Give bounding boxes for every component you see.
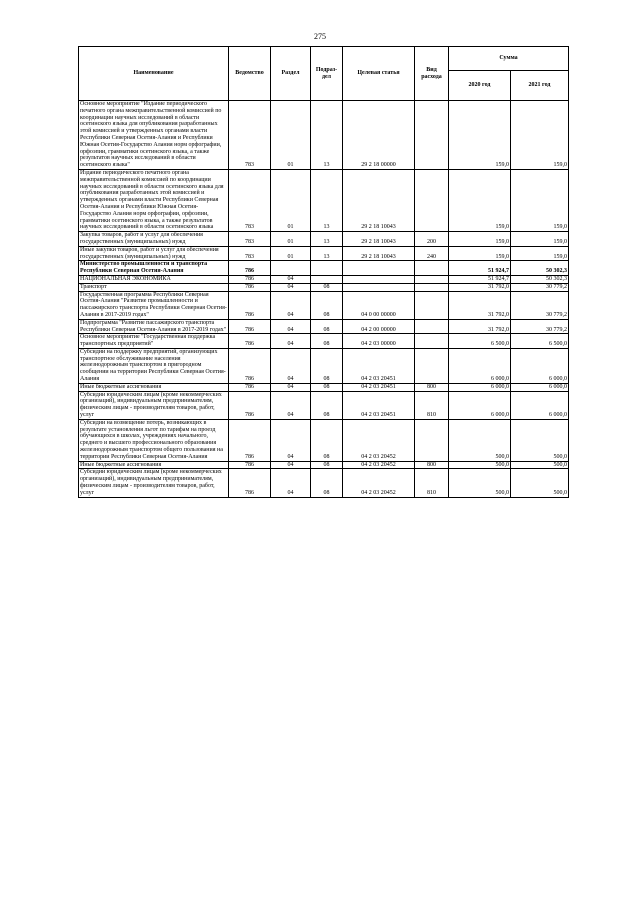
row-subsection: 08	[311, 334, 343, 349]
row-value-2021: 6 500,0	[511, 334, 569, 349]
row-value-2021: 50 302,3	[511, 275, 569, 283]
row-value-2021: 6 000,0	[511, 383, 569, 391]
row-subsection: 08	[311, 419, 343, 461]
row-section: 01	[271, 232, 311, 247]
row-subsection: 13	[311, 169, 343, 231]
row-name: Основное мероприятие "Издание периодического печатного органа межправительственной комиссией по координации научных исследований в области осетинского языка для опубликования разработанных этой комиссией и утвержденных органами власти Республики Северная Осетия-Алания и Республики Южная Осетия-Государство Алания норм орфографии, орфоэпии, грамматики осетинского языка, а также результатов научных исследований в области осетинского языка"	[79, 101, 229, 170]
row-exp-type: 810	[415, 391, 449, 419]
row-subsection: 13	[311, 101, 343, 170]
row-exp-type	[415, 419, 449, 461]
row-exp-type	[415, 334, 449, 349]
row-dept: 786	[229, 291, 271, 319]
row-name: Министерство промышленности и транспорта Республики Северная Осетия-Алания	[79, 261, 229, 276]
row-section: 01	[271, 101, 311, 170]
header-2021: 2021 год	[511, 71, 569, 101]
row-name: Закупка товаров, работ и услуг для обеспечения государственных (муниципальных) нужд	[79, 232, 229, 247]
row-value-2020: 6 500,0	[449, 334, 511, 349]
row-value-2020: 159,0	[449, 169, 511, 231]
row-target: 04 2 03 20451	[343, 391, 415, 419]
row-name: Иные бюджетные ассигнования	[79, 461, 229, 469]
row-name: Субсидии юридическим лицам (кроме некоммерческих организаций), индивидуальным предпринимателям, физическим лицам - производителям товаров, работ, услуг	[79, 391, 229, 419]
row-value-2020: 6 000,0	[449, 391, 511, 419]
row-exp-type: 240	[415, 246, 449, 261]
row-exp-type	[415, 319, 449, 334]
row-target	[343, 261, 415, 276]
table-row	[79, 169, 569, 231]
row-dept: 783	[229, 169, 271, 231]
row-dept: 786	[229, 261, 271, 276]
row-dept: 783	[229, 101, 271, 170]
row-subsection	[311, 275, 343, 283]
row-section: 04	[271, 275, 311, 283]
row-target: 04 2 03 00000	[343, 334, 415, 349]
row-section: 04	[271, 469, 311, 497]
row-dept: 786	[229, 469, 271, 497]
row-value-2021: 500,0	[511, 469, 569, 497]
row-value-2020: 159,0	[449, 246, 511, 261]
row-subsection: 08	[311, 469, 343, 497]
row-exp-type	[415, 275, 449, 283]
row-exp-type	[415, 291, 449, 319]
row-subsection: 08	[311, 391, 343, 419]
row-section: 04	[271, 283, 311, 291]
row-name: Иные бюджетные ассигнования	[79, 383, 229, 391]
table-row	[79, 383, 569, 391]
row-subsection: 08	[311, 383, 343, 391]
row-exp-type	[415, 169, 449, 231]
table-row	[79, 101, 569, 170]
row-name: Субсидии на возмещение потерь, возникающих в результате установления льгот по тарифам на проезд обучающихся в школах, учреждениях начального, среднего и высшего профессионального образования железнодорожным транспортом общего пользования на территории Республики Северная Осетия-Алания	[79, 419, 229, 461]
row-section: 04	[271, 419, 311, 461]
row-subsection: 13	[311, 246, 343, 261]
row-value-2021: 6 000,0	[511, 391, 569, 419]
row-section	[271, 261, 311, 276]
row-target: 04 2 00 00000	[343, 319, 415, 334]
row-target: 04 2 03 20452	[343, 469, 415, 497]
table-row	[79, 391, 569, 419]
row-value-2021: 159,0	[511, 246, 569, 261]
row-value-2021: 6 000,0	[511, 348, 569, 383]
table-row	[79, 319, 569, 334]
row-target: 04 2 03 20451	[343, 383, 415, 391]
row-exp-type	[415, 101, 449, 170]
row-section: 04	[271, 348, 311, 383]
row-dept: 786	[229, 319, 271, 334]
row-value-2021: 30 779,2	[511, 319, 569, 334]
row-value-2020: 159,0	[449, 232, 511, 247]
row-exp-type: 200	[415, 232, 449, 247]
row-subsection: 08	[311, 348, 343, 383]
row-exp-type	[415, 283, 449, 291]
row-name: Государственная программа Республики Северная Осетия-Алания "Развитие промышленности и пассажирского транспорта Республики Северная Осетия-Алания в 2017-2019 годах"	[80, 291, 227, 318]
header-subsection: Подраз-дел	[311, 47, 343, 101]
row-value-2021: 159,0	[511, 101, 569, 170]
row-value-2020: 51 924,7	[449, 261, 511, 276]
row-section: 04	[271, 291, 311, 319]
row-target: 04 2 03 20452	[343, 419, 415, 461]
row-value-2020: 500,0	[449, 469, 511, 497]
table-row	[79, 275, 569, 283]
row-target: 04 2 03 20452	[343, 461, 415, 469]
row-subsection: 08	[311, 461, 343, 469]
row-subsection: 13	[311, 232, 343, 247]
row-value-2020: 500,0	[449, 461, 511, 469]
row-exp-type	[415, 261, 449, 276]
row-value-2021: 500,0	[511, 419, 569, 461]
row-dept: 786	[229, 275, 271, 283]
table-body	[79, 101, 569, 498]
table-row	[79, 419, 569, 461]
header-name: Наименование	[79, 47, 229, 101]
row-value-2021: 500,0	[511, 461, 569, 469]
header-dept: Ведомство	[229, 47, 271, 101]
header-target: Целевая статья	[343, 47, 415, 101]
row-name: НАЦИОНАЛЬНАЯ ЭКОНОМИКА	[79, 275, 229, 283]
row-value-2020: 31 792,0	[449, 283, 511, 291]
row-target: 29 2 18 10043	[343, 232, 415, 247]
row-value-2020: 51 924,7	[449, 275, 511, 283]
row-dept: 786	[229, 391, 271, 419]
row-subsection: 08	[311, 283, 343, 291]
row-exp-type: 800	[415, 461, 449, 469]
row-dept: 786	[229, 419, 271, 461]
row-value-2020: 31 792,0	[449, 291, 511, 319]
row-exp-type: 800	[415, 383, 449, 391]
row-exp-type: 810	[415, 469, 449, 497]
row-name: Издание периодического печатного органа межправительственной комиссией по координации научных исследований в области осетинского языка для опубликования разработанных этой комиссией и утвержденных органами власти Республики Северная Осетия-Алания и Республики Южная Осетия-Государство Алания норм орфографии, орфоэпии, грамматики осетинского языка, а также результатов научных исследований в области осетинского языка	[79, 169, 229, 231]
table-row	[79, 334, 569, 349]
row-value-2020: 6 000,0	[449, 383, 511, 391]
row-dept: 786	[229, 461, 271, 469]
row-name: Основное мероприятие "Государственная поддержка транспортных предприятий"	[79, 334, 229, 349]
row-target	[343, 275, 415, 283]
row-name: Подпрограмма "Развитие пассажирского транспорта Республики Северная Осетия-Алания в 2017-2019 годах"	[79, 319, 229, 334]
row-target	[343, 283, 415, 291]
row-subsection	[311, 261, 343, 276]
row-target: 29 2 18 00000	[343, 101, 415, 170]
header-sum: Сумма	[449, 47, 569, 71]
header-section: Раздел	[271, 47, 311, 101]
row-subsection: 08	[311, 319, 343, 334]
table-row	[79, 461, 569, 469]
row-target: 04 2 03 20451	[343, 348, 415, 383]
row-target: 29 2 18 10043	[343, 246, 415, 261]
row-dept: 783	[229, 232, 271, 247]
row-section: 04	[271, 391, 311, 419]
row-value-2020: 159,0	[449, 101, 511, 170]
row-target: 04 0 00 00000	[343, 291, 415, 319]
table-row	[79, 283, 569, 291]
row-section: 01	[271, 169, 311, 231]
row-name: Субсидии юридическим лицам (кроме некоммерческих организаций), индивидуальным предпринимателям, физическим лицам - производителям товаров, работ, услуг	[79, 469, 229, 497]
row-value-2020: 31 792,0	[449, 319, 511, 334]
row-value-2021: 159,0	[511, 232, 569, 247]
row-section: 04	[271, 319, 311, 334]
table-row	[79, 348, 569, 383]
row-target: 29 2 18 10043	[343, 169, 415, 231]
page-number: 275	[314, 32, 326, 41]
table-row	[79, 246, 569, 261]
table-row	[79, 469, 569, 497]
row-exp-type	[415, 348, 449, 383]
table-row	[79, 232, 569, 247]
row-name: Транспорт	[79, 283, 229, 291]
row-section: 04	[271, 461, 311, 469]
row-dept: 786	[229, 334, 271, 349]
row-value-2021: 159,0	[511, 169, 569, 231]
budget-table	[78, 46, 569, 498]
row-value-2021: 30 779,2	[511, 291, 569, 319]
row-name: Субсидии на поддержку предприятий, организующих транспортное обслуживание населения железнодорожным транспортом в пригородном сообщении на территории Республики Северная Осетия-Алания	[79, 348, 229, 383]
row-value-2021: 30 779,2	[511, 283, 569, 291]
row-value-2021: 50 302,3	[511, 261, 569, 276]
row-section: 04	[271, 383, 311, 391]
row-dept: 786	[229, 383, 271, 391]
row-subsection: 08	[311, 291, 343, 319]
row-section: 04	[271, 334, 311, 349]
row-dept: 786	[229, 348, 271, 383]
table-row	[79, 291, 569, 319]
row-dept: 786	[229, 283, 271, 291]
row-dept: 783	[229, 246, 271, 261]
row-name: Иные закупки товаров, работ и услуг для обеспечения государственных (муниципальных) нужд	[79, 246, 229, 261]
table-row	[79, 261, 569, 276]
row-section: 01	[271, 246, 311, 261]
row-value-2020: 500,0	[449, 419, 511, 461]
header-exp-type: Вид расхода	[415, 47, 449, 101]
row-value-2020: 6 000,0	[449, 348, 511, 383]
header-2020: 2020 год	[449, 71, 511, 101]
